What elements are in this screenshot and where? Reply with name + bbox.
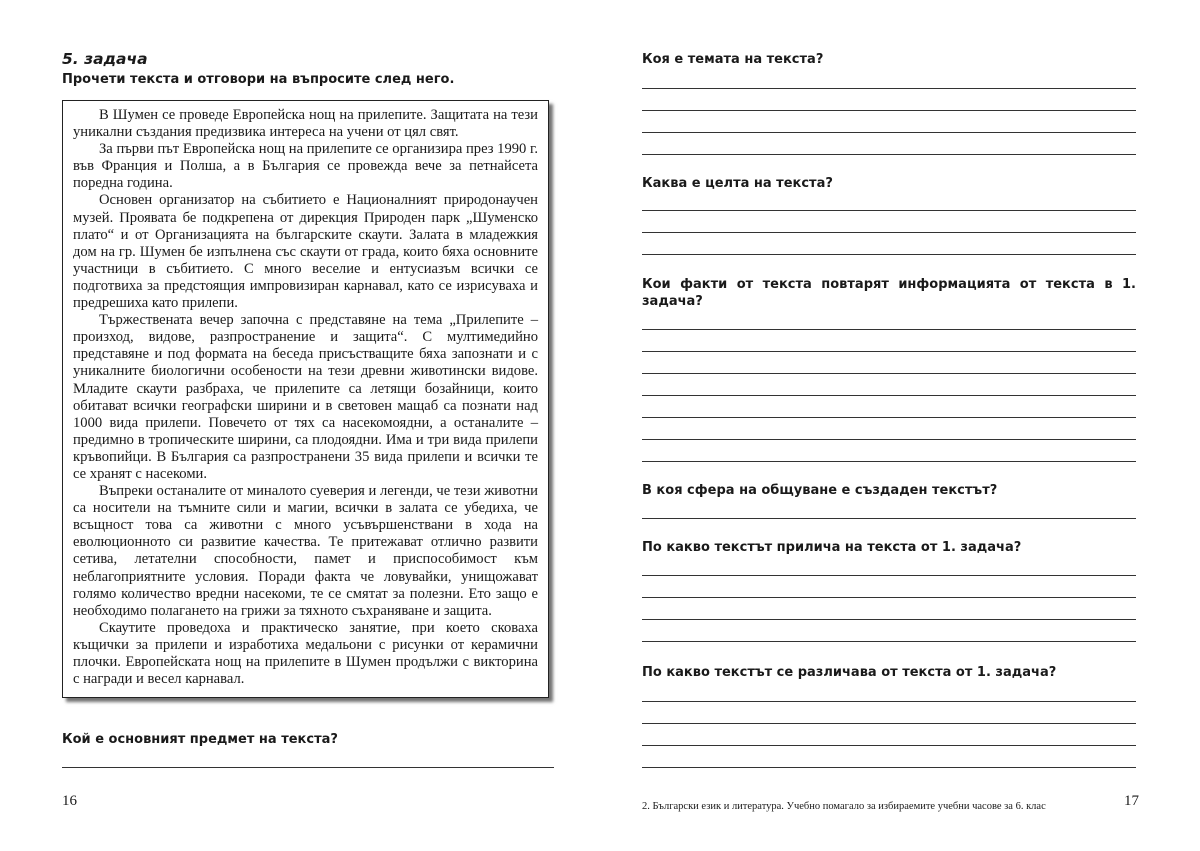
question-main-subject: Кой е основният предмет на текста?: [62, 732, 338, 747]
answer-line[interactable]: [642, 254, 1136, 255]
answer-line[interactable]: [642, 154, 1136, 155]
question-repeated-facts: Кои факти от текста повтарят информацията от текста в 1. задача?: [642, 277, 1136, 309]
answer-line[interactable]: [642, 641, 1136, 642]
answer-line[interactable]: [642, 518, 1136, 519]
answer-line[interactable]: [642, 575, 1136, 576]
answer-line[interactable]: [642, 395, 1136, 396]
text-paragraph: За първи път Европейска нощ на прилепите се организира през 1990 г. във Франция и Полша, а в България се провежда вече за петнайсета поредна година.: [73, 141, 538, 192]
right-page: [600, 0, 1200, 851]
page-number-left: 16: [62, 793, 77, 809]
answer-line[interactable]: [642, 351, 1136, 352]
answer-line[interactable]: [642, 232, 1136, 233]
question-communication-sphere: В коя сфера на общуване е създаден текстът?: [642, 483, 998, 498]
text-paragraph: Въпреки останалите от миналото суеверия и легенди, че тези животни са носители на тъмните сили и магии, всички в залата се убедиха, че всъщност това са животни с много усъвършенствани в хода на еволюционното си развитие качества. Те притежават отлично развити сетива, летателни способности, памет и приспособимост към неблагоприятните условия. Поради факта че ловувайки, унищожават голямо количество вредни насекоми, те се смятат за полезни. Ето защо е необходимо полагането на грижи за тяхното съхраняване и защита.: [73, 483, 538, 619]
answer-line[interactable]: [642, 461, 1136, 462]
task-instruction: Прочети текста и отговори на въпросите след него.: [62, 72, 455, 87]
answer-line[interactable]: [642, 132, 1136, 133]
text-paragraph: Скаутите проведоха и практическо занятие, при което сковаха къщички за прилепи и изработиха медальони с рисунки от керамични плочки. Европейската нощ на прилепите в Шумен продължи с викторина с награди и весел карнавал.: [73, 619, 538, 688]
answer-line[interactable]: [642, 767, 1136, 768]
answer-line[interactable]: [642, 210, 1136, 211]
answer-line[interactable]: [642, 597, 1136, 598]
page-number-right: 17: [1124, 793, 1139, 809]
answer-line[interactable]: [642, 88, 1136, 89]
answer-line[interactable]: [642, 723, 1136, 724]
answer-line[interactable]: [642, 701, 1136, 702]
question-difference: По какво текстът се различава от текста от 1. задача?: [642, 665, 1057, 680]
text-paragraph: В Шумен се проведе Европейска нощ на прилепите. Защитата на тези уникални създания предизвика интереса на учени от цял свят.: [73, 107, 538, 141]
answer-line[interactable]: [62, 767, 554, 768]
question-purpose: Каква е целта на текста?: [642, 176, 833, 191]
page-footer: 2. Български език и литература. Учебно помагало за избираемите учебни часове за 6. клас: [642, 801, 1046, 812]
answer-line[interactable]: [642, 745, 1136, 746]
answer-line[interactable]: [642, 619, 1136, 620]
answer-line[interactable]: [642, 417, 1136, 418]
answer-line[interactable]: [642, 439, 1136, 440]
text-paragraph: Основен организатор на събитието е Националният природонаучен музей. Проявата бе подкрепена от дирекция Природен парк „Шуменско плато“ и от Организацията на българските скаути. Залата в младежкия дом на гр. Шумен бе изпълнена със скаути от града, които бяха основните участници в събитието. С много веселие и ентусиазъм всички се подготвиха за предстоящия импровизиран карнавал, като се изрисуваха и предрешиха като прилепи.: [73, 192, 538, 312]
task-title: 5. задача: [62, 50, 148, 68]
text-paragraph: Тържествената вечер започна с представяне на тема „Прилепите – произход, видове, разпространение и защита“. С мултимедийно представяне и под формата на беседа присъстващите бяха запознати и с уникалните биологични особености на тези древни животински видове. Младите скаути разбраха, че прилепите са летящи бозайници, които обитават всички географски ширини и в световен мащаб са познати над 1000 вида прилепи. Повечето от тях са насекомоядни, а останалите – предимно в тропическите ширини, са плодоядни. Има и три вида прилепи кръвопийци. В България са разпространени 35 вида прилепи и всички те се хранят с насекоми.: [73, 312, 538, 482]
question-similarity: По какво текстът прилича на текста от 1. задача?: [642, 540, 1022, 555]
answer-line[interactable]: [642, 110, 1136, 111]
answer-line[interactable]: [642, 329, 1136, 330]
answer-line[interactable]: [642, 373, 1136, 374]
question-topic: Коя е темата на текста?: [642, 52, 824, 67]
reading-text-box: [62, 100, 549, 698]
